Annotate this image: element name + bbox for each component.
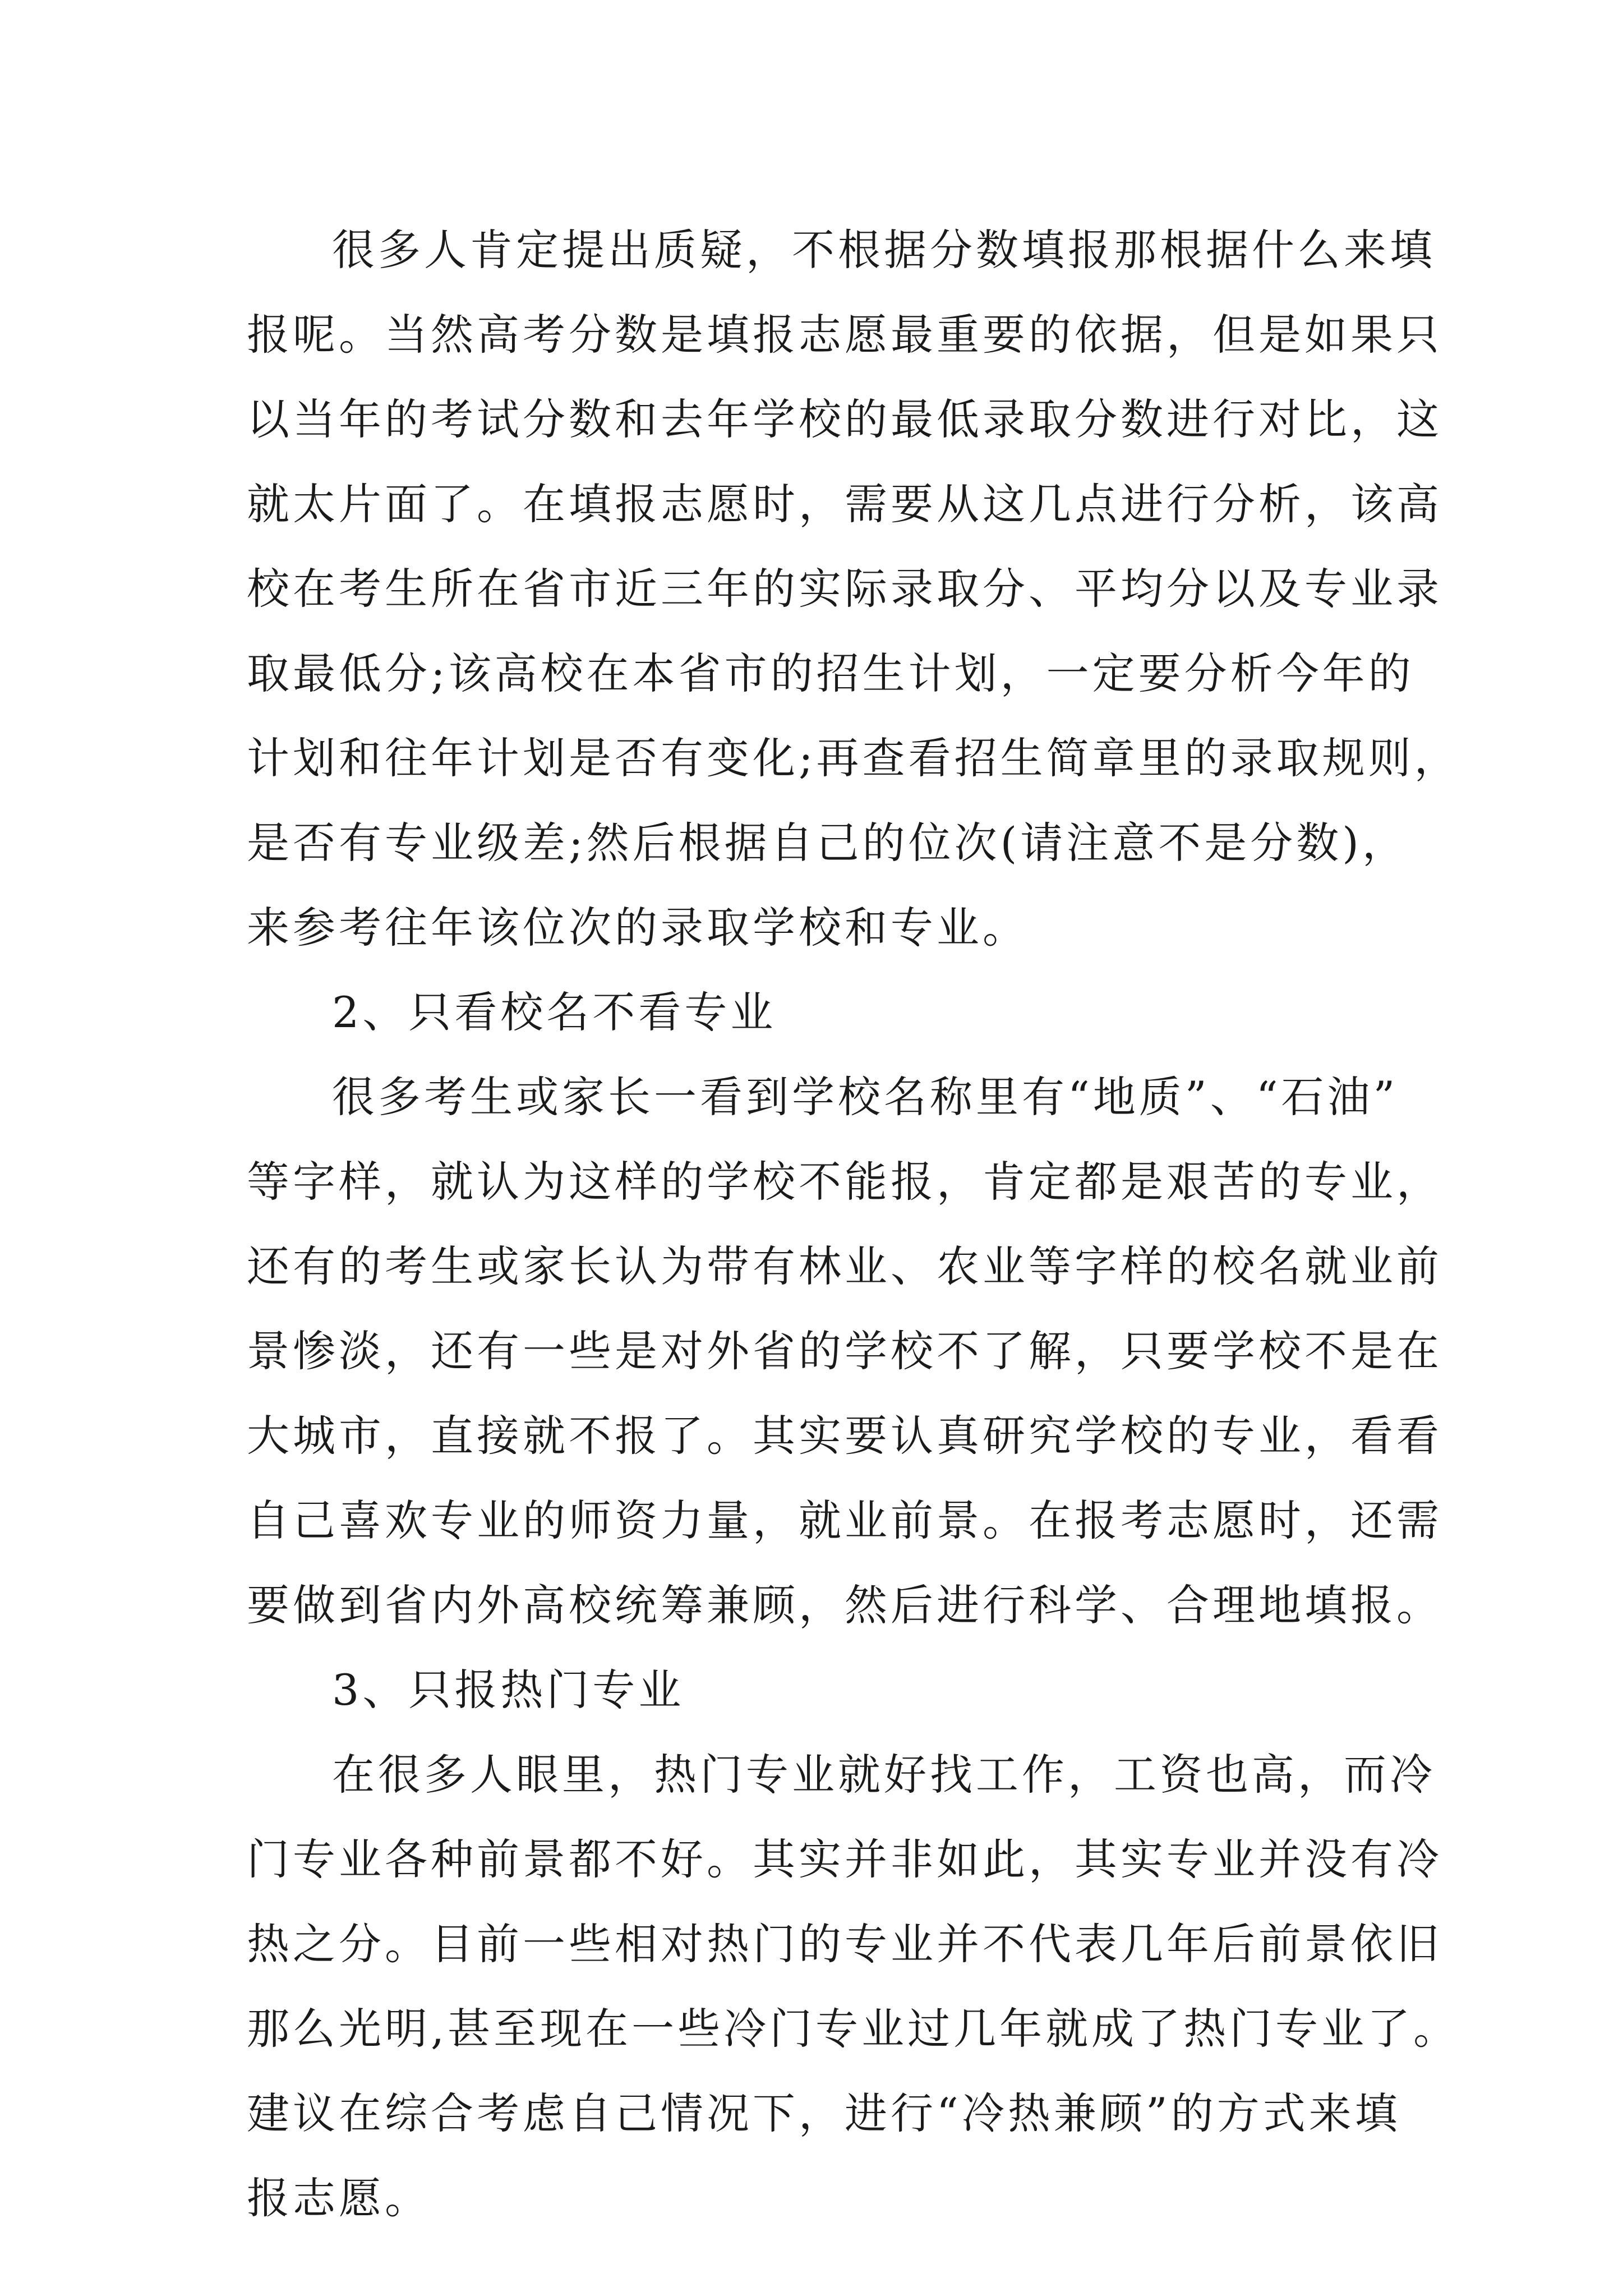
text-line: 热之分。目前一些相对热门的专业并不代表几年后前景依旧 [247,1919,1442,1969]
text-line: 报呢。当然高考分数是填报志愿最重要的依据，但是如果只 [247,310,1442,360]
text-line: 计划和往年计划是否有变化;再查看招生简章里的录取规则， [247,733,1460,783]
text-line: 景惨淡，还有一些是对外省的学校不了解，只要学校不是在 [247,1326,1442,1376]
text-line: 是否有专业级差;然后根据自己的位次(请注意不是分数)， [247,818,1408,868]
text-line: 在很多人眼里，热门专业就好找工作，工资也高，而冷 [332,1750,1436,1800]
text-line: 大城市，直接就不报了。其实要认真研究学校的专业，看看 [247,1411,1442,1461]
text-line: 很多考生或家长一看到学校名称里有“地质”、“石油” [332,1072,1399,1122]
text-line: 还有的考生或家长认为带有林业、农业等字样的校名就业前 [247,1241,1442,1291]
text-line: 2、只看校名不看专业 [332,987,777,1037]
text-line: 来参考往年该位次的录取学校和专业。 [247,903,1029,953]
text-line: 3、只报热门专业 [332,1665,685,1715]
text-line: 建议在综合考虑自己情况下，进行“冷热兼顾”的方式来填 [247,2088,1401,2138]
text-line: 很多人肯定提出质疑，不根据分数填报那根据什么来填 [332,225,1436,275]
text-line: 校在考生所在省市近三年的实际录取分、平均分以及专业录 [247,564,1442,614]
text-line: 以当年的考试分数和去年学校的最低录取分数进行对比，这 [247,394,1442,444]
text-line: 就太片面了。在填报志愿时，需要从这几点进行分析，该高 [247,479,1442,529]
text-line: 取最低分;该高校在本省市的招生计划，一定要分析今年的 [247,648,1414,698]
text-line: 门专业各种前景都不好。其实并非如此，其实专业并没有冷 [247,1834,1442,1884]
text-line: 那么光明,甚至现在一些冷门专业过几年就成了热门专业了。 [247,2004,1460,2054]
text-line: 要做到省内外高校统筹兼顾，然后进行科学、合理地填报。 [247,1580,1442,1630]
text-line: 报志愿。 [247,2173,431,2223]
text-line: 等字样，就认为这样的学校不能报，肯定都是艰苦的专业， [247,1157,1442,1207]
text-line: 自己喜欢专业的师资力量，就业前景。在报考志愿时，还需 [247,1496,1442,1545]
document-body [247,208,1460,2240]
